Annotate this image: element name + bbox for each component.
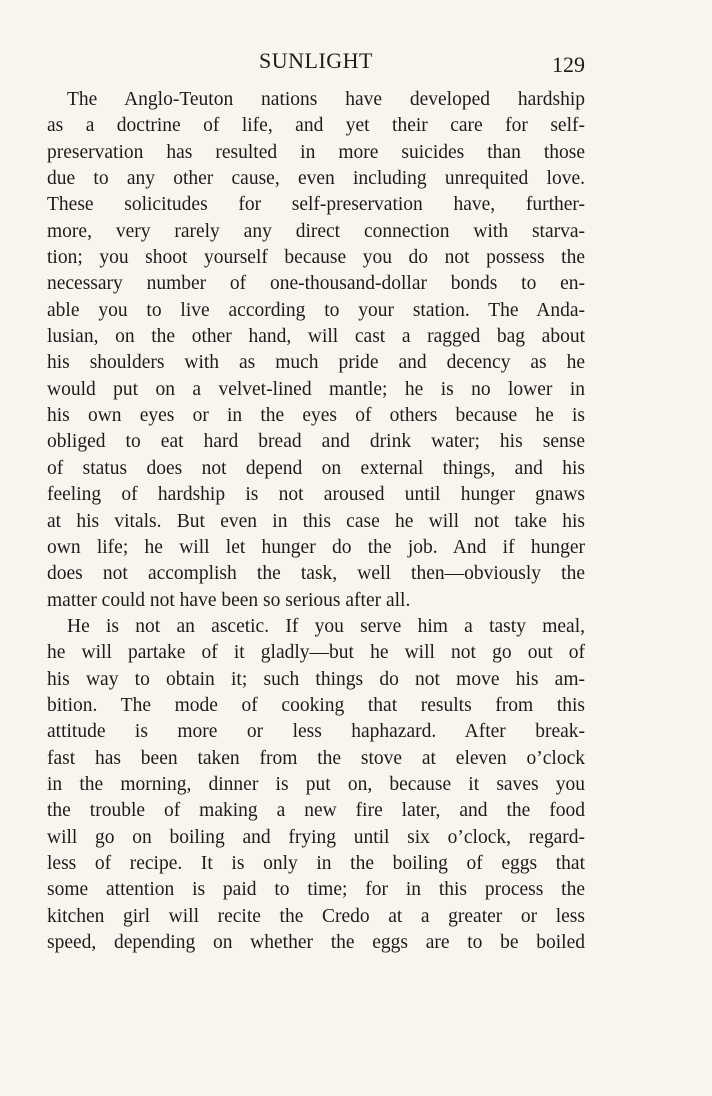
text-line: tion; you shoot yourself because you do not possess the (47, 247, 585, 269)
text-line: his shoulders with as much pride and decency as he (47, 352, 585, 374)
text-line: as a doctrine of life, and yet their care for self- (47, 115, 585, 137)
text-line: less of recipe. It is only in the boiling of eggs that (47, 852, 585, 874)
text-line: the trouble of making a new fire later, and the food (47, 800, 585, 822)
text-line: kitchen girl will recite the Credo at a greater or less (47, 905, 585, 927)
text-line: attitude is more or less haphazard. After break- (47, 721, 585, 743)
text-line: more, very rarely any direct connection with starva- (47, 220, 585, 242)
text-line: he will partake of it gladly—but he will not go out of (47, 642, 585, 664)
text-line: These solicitudes for self-preservation have, further- (47, 194, 585, 216)
text-line: lusian, on the other hand, will cast a ragged bag about (47, 326, 585, 348)
text-line: in the morning, dinner is put on, because it saves you (47, 773, 585, 795)
text-line: his own eyes or in the eyes of others because he is (47, 405, 585, 427)
text-line: The Anglo-Teuton nations have developed hardship (67, 89, 585, 110)
text-line: preservation has resulted in more suicides than those (47, 141, 585, 163)
text-line: able you to live according to your station. The Anda- (47, 299, 585, 321)
text-line: obliged to eat hard bread and drink water; his sense (47, 431, 585, 453)
text-line: at his vitals. But even in this case he will not take his (47, 510, 585, 532)
text-line: of status does not depend on external things, and his (47, 457, 585, 479)
text-line: due to any other cause, even including unrequited love. (47, 168, 585, 190)
text-line: would put on a velvet-lined mantle; he is no lower in (47, 378, 585, 400)
running-title: SUNLIGHT (259, 48, 373, 73)
text-line: feeling of hardship is not aroused until hunger gnaws (47, 484, 585, 506)
text-line: matter could not have been so serious after all. (47, 589, 411, 611)
text-line: will go on boiling and frying until six o’clock, regard- (47, 826, 585, 848)
text-line: necessary number of one-thousand-dollar bonds to en- (47, 273, 585, 295)
text-line: bition. The mode of cooking that results from this (47, 694, 585, 716)
text-line: own life; he will let hunger do the job. And if hunger (47, 536, 585, 558)
text-line: fast has been taken from the stove at eleven o’clock (47, 747, 585, 769)
text-line: does not accomplish the task, well then—obviously the (47, 563, 585, 585)
body-text (47, 87, 585, 956)
page-number: 129 (552, 52, 585, 77)
text-line: his way to obtain it; such things do not move his am- (47, 668, 585, 690)
text-line: some attention is paid to time; for in this process the (47, 879, 585, 901)
text-line: speed, depending on whether the eggs are to be boiled (47, 932, 585, 953)
text-line: He is not an ascetic. If you serve him a tasty meal, (67, 615, 585, 637)
running-head (47, 48, 585, 78)
